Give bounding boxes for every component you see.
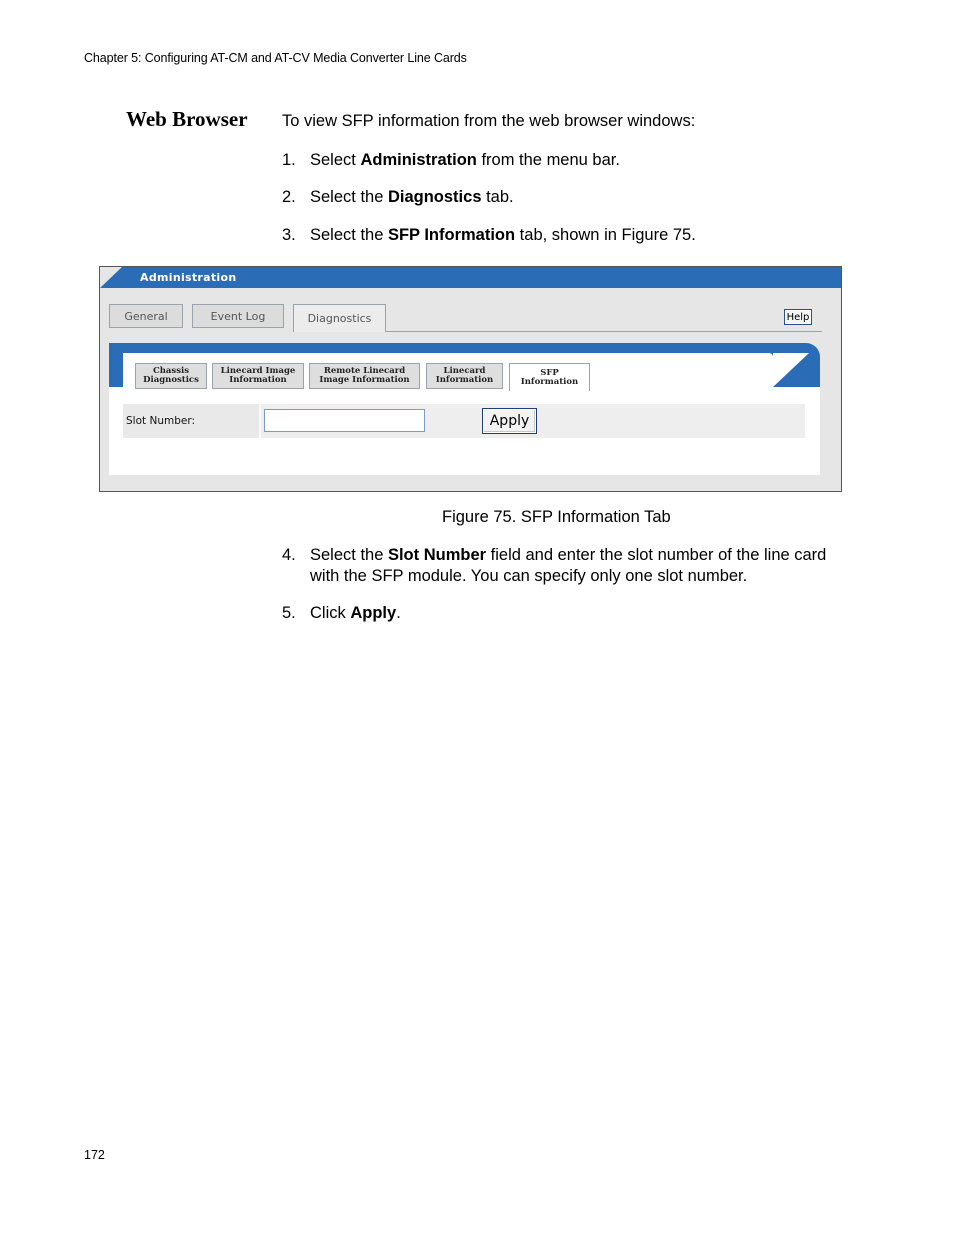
step-number: 3. [282,226,296,244]
page-number: 172 [84,1148,105,1162]
subtab-remote-linecard-image-information[interactable]: Remote Linecard Image Information [309,363,420,389]
figure-caption: Figure 75. SFP Information Tab [442,508,671,526]
tab-divider [386,331,822,332]
step-text: Click Apply. [310,604,401,622]
apply-button[interactable]: Apply [482,408,537,434]
admin-title: Administration [140,271,237,284]
slot-label-cell [123,404,261,438]
step-number: 4. [282,546,296,564]
tab-general[interactable]: General [109,304,183,328]
subtab-linecard-information[interactable]: Linecard Information [426,363,503,389]
figure-screenshot [99,266,842,492]
subtab-linecard-image-information[interactable]: Linecard Image Information [212,363,304,389]
slot-number-label: Slot Number: [126,415,195,427]
tab-diagnostics[interactable]: Diagnostics [293,304,386,332]
tab-event-log[interactable]: Event Log [192,304,284,328]
subtab-sfp-information[interactable]: SFP Information [509,363,590,391]
slot-number-row [123,404,805,438]
step-number: 2. [282,188,296,206]
help-button[interactable]: Help [784,309,812,325]
running-head: Chapter 5: Configuring AT-CM and AT-CV Media Converter Line Cards [84,51,467,65]
step-text: Select the Diagnostics tab. [310,188,514,206]
subtab-chassis-diagnostics[interactable]: Chassis Diagnostics [135,363,207,389]
admin-title-bar [100,267,841,288]
step-text: Select the SFP Information tab, shown in Figure 75. [310,226,696,244]
step-number: 5. [282,604,296,622]
slot-number-input[interactable] [264,409,425,432]
step-text: Select the Slot Number field and enter the slot number of the line card with the SFP module. You can specify only one slot number. [310,546,827,585]
intro-text: To view SFP information from the web browser windows: [282,112,696,130]
section-title: Web Browser [126,107,248,131]
step-number: 1. [282,151,296,169]
step-text: Select Administration from the menu bar. [310,151,620,169]
